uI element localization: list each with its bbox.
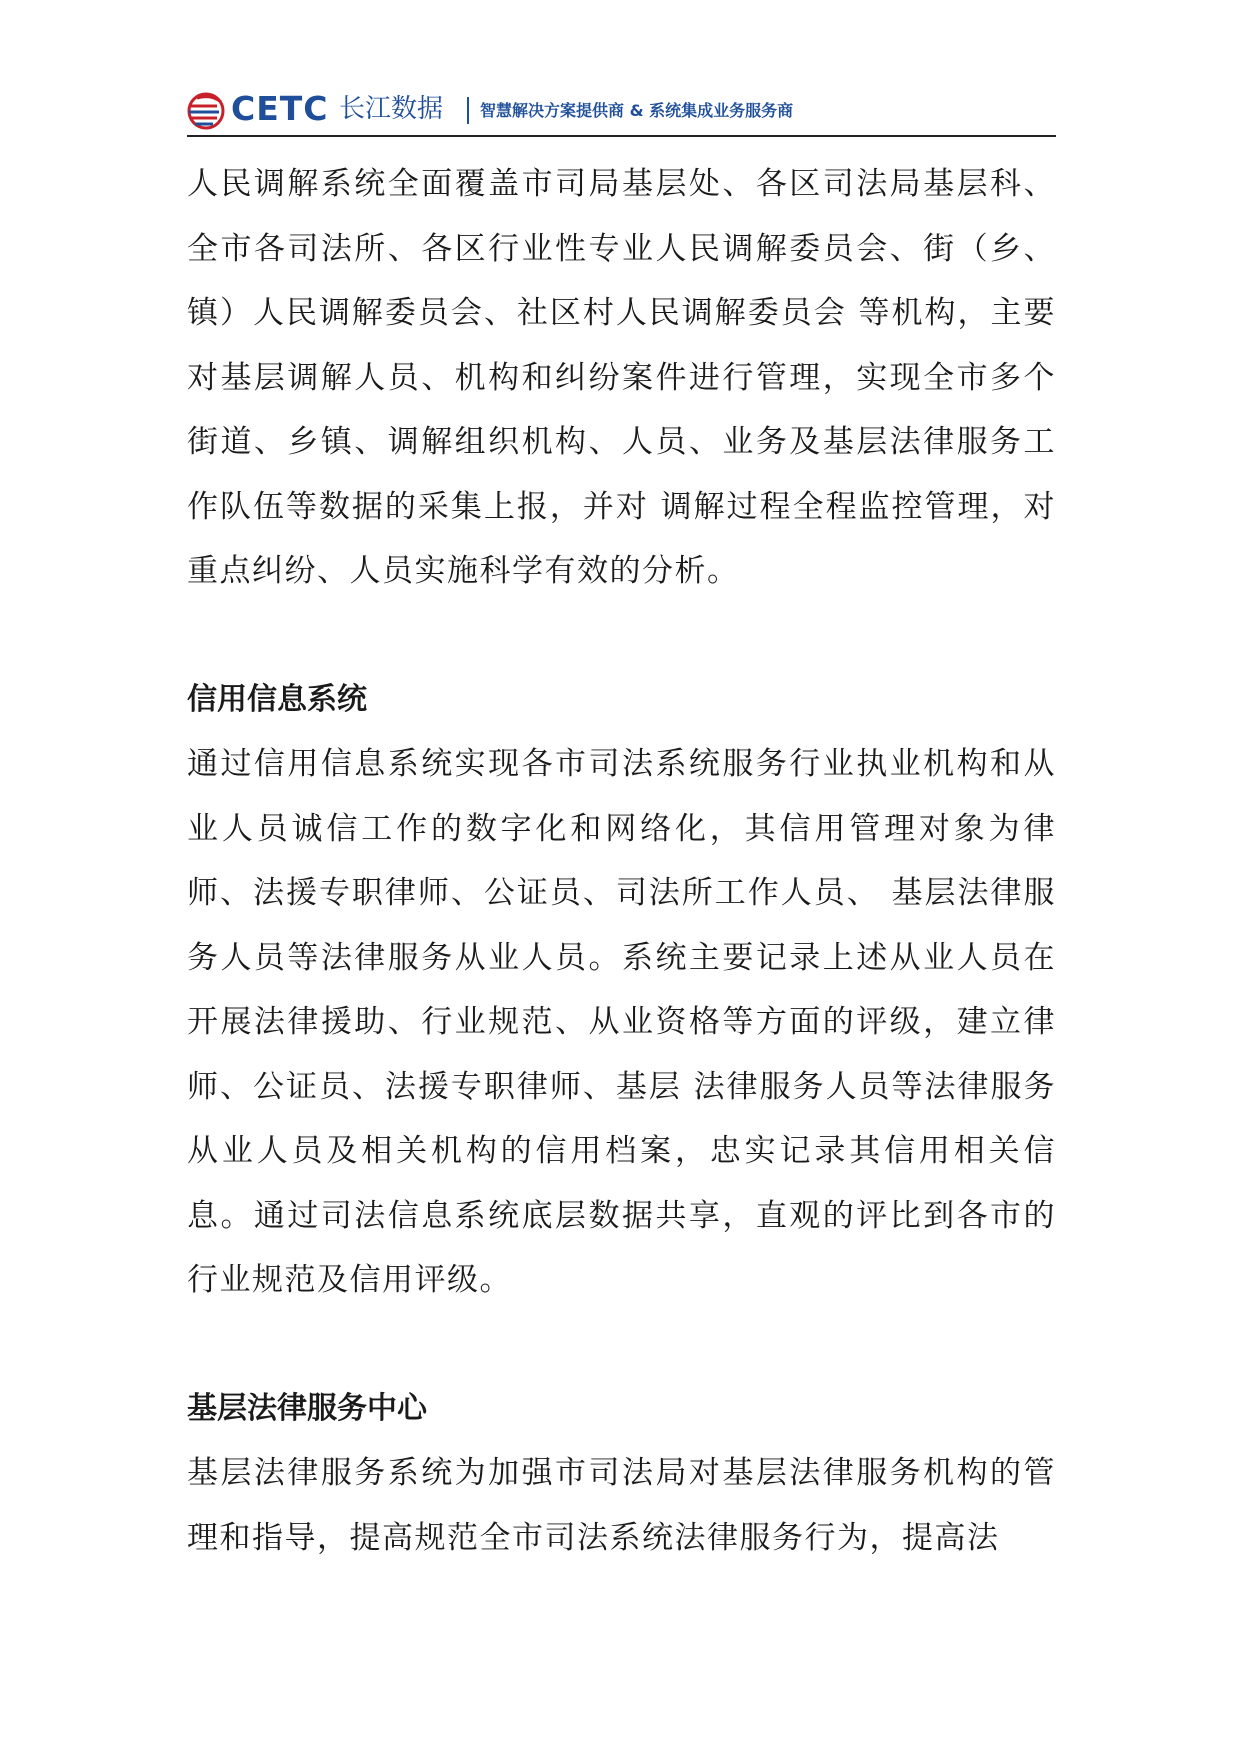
credit-system-paragraph: 通过信用信息系统实现各市司法系统服务行业执业机构和从业人员诚信工作的数字化和网络化，其信用管理对象为律师、法援专职律师、公证员、司法所工作人员、 基层法律服务人员等法律服务从业人员。系统主要记录上述从业人员在开展法律援助、行业规范、从业资格等方面的评级，建立律师、公证员、法援专职律师、基层 法律服务人员等法律服务从业人员及相关机构的信用档案，忠实记录其信用相关信息。通过司法信息系统底层数据共享，直观的评比到各市的行业规范及信用评级。 [187, 746, 1056, 1298]
brand-divider [467, 97, 469, 124]
globe-logo-icon [187, 92, 225, 130]
company-tagline: 智慧解决方案提供商 & 系统集成业务服务商 [480, 101, 794, 120]
header-rule [187, 135, 1056, 137]
legal-service-center-heading: 基层法律服务中心 [187, 1390, 427, 1426]
document-body [187, 152, 1056, 1570]
legal-service-center-paragraph: 基层法律服务系统为加强市司法局对基层法律服务机构的管理和指导，提高规范全市司法系统法律服务行为，提高法 [187, 1455, 1056, 1556]
page-header [187, 86, 1056, 136]
brand-name-cn: 长江数据 [339, 94, 444, 124]
brand-name: CETC [231, 89, 329, 128]
credit-system-heading: 信用信息系统 [187, 681, 367, 717]
mediation-system-paragraph: 人民调解系统全面覆盖市司局基层处、各区司法局基层科、全市各司法所、各区行业性专业人民调解委员会、街（乡、镇）人民调解委员会、社区村人民调解委员会 等机构，主要对基层调解人员、机构和纠纷案件进行管理，实现全市多个街道、乡镇、调解组织机构、人员、业务及基层法律服务工作队伍等数据的采集上报，并对 调解过程全程监控管理，对重点纠纷、人员实施科学有效的分析。 [187, 166, 1056, 589]
